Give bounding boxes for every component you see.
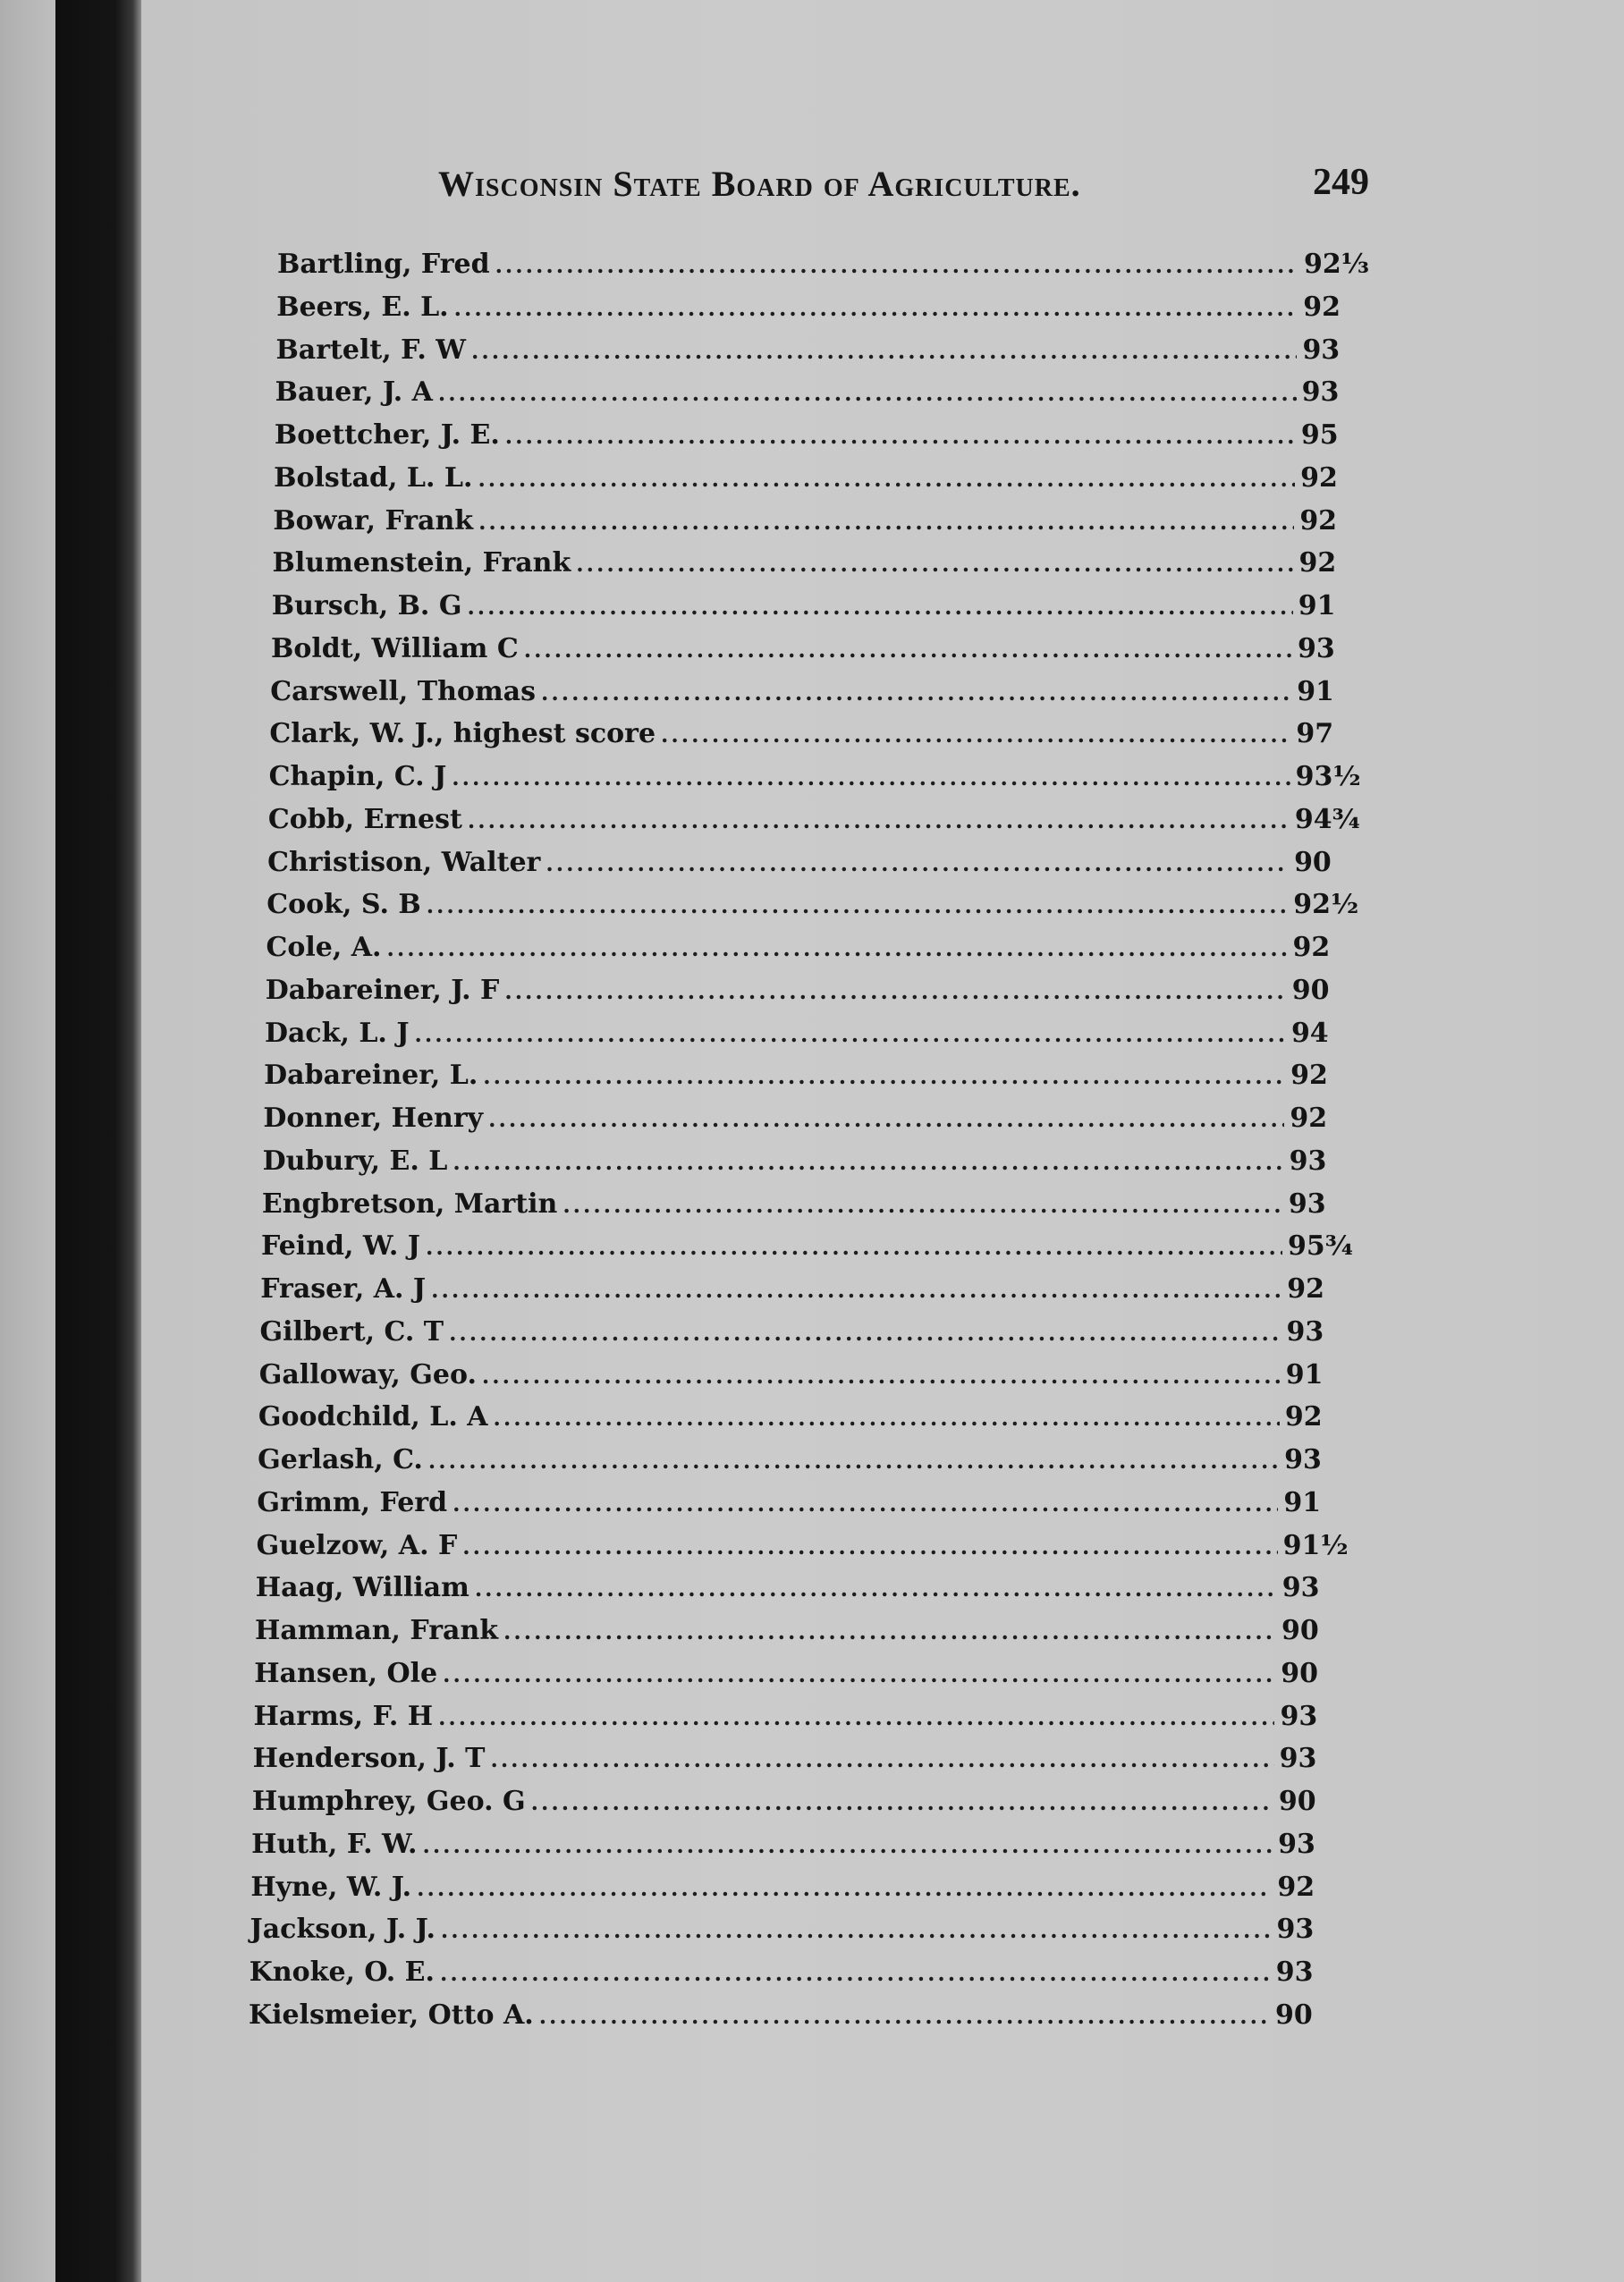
entry-score: 90 <box>1281 1615 1319 1647</box>
dot-leader <box>494 1405 1280 1431</box>
entry-name: Jackson, J. J. <box>250 1914 436 1946</box>
entry-score: 91 <box>1298 590 1336 622</box>
entry-name: Donner, Henry <box>263 1103 484 1135</box>
list-item <box>260 1273 1353 1311</box>
dot-leader <box>524 637 1292 663</box>
entry-name: Beers, E. L. <box>276 291 449 323</box>
entry-name: Bartling, Fred <box>277 249 490 280</box>
entry-score: 93 <box>1302 334 1341 366</box>
list-item <box>255 1615 1348 1652</box>
entry-score: 93 <box>1288 1187 1326 1220</box>
entry-name: Dack, L. J <box>264 1017 410 1049</box>
dot-leader <box>468 807 1290 833</box>
entry-name: Cobb, Ernest <box>267 803 462 835</box>
list-item <box>252 1786 1345 1823</box>
list-item <box>249 1999 1341 2037</box>
list-item <box>271 633 1364 671</box>
dot-leader <box>539 2003 1270 2029</box>
entry-score: 91½ <box>1282 1529 1349 1561</box>
dot-leader <box>440 1960 1271 1986</box>
list-item <box>263 1103 1356 1140</box>
list-item <box>259 1359 1352 1397</box>
dot-leader <box>443 1661 1275 1687</box>
list-item <box>257 1487 1349 1525</box>
entry-score: 90 <box>1281 1657 1318 1689</box>
dot-leader <box>495 252 1298 278</box>
entry-name: Dabareiner, J. F <box>265 974 500 1006</box>
dot-leader <box>386 935 1287 961</box>
entry-score: 93 <box>1281 1572 1320 1604</box>
dot-leader <box>478 509 1294 535</box>
entry-score: 93 <box>1286 1315 1324 1348</box>
list-item <box>250 1872 1343 1909</box>
list-item <box>266 975 1358 1012</box>
list-item <box>272 590 1365 628</box>
entry-name: Hamman, Frank <box>255 1615 499 1647</box>
dot-leader <box>488 1106 1284 1132</box>
list-item <box>264 1060 1357 1097</box>
entry-name: Gilbert, C. T <box>259 1315 444 1348</box>
list-item <box>273 505 1366 543</box>
entry-score: 95¾ <box>1288 1230 1354 1263</box>
entry-name: Bursch, B. G <box>271 590 462 622</box>
entry-score: 93½ <box>1295 761 1361 793</box>
entry-name: Bauer, J. A <box>275 376 433 409</box>
entry-name: Haag, William <box>255 1572 469 1604</box>
list-item <box>269 761 1362 799</box>
dot-leader <box>576 551 1293 577</box>
dot-leader <box>438 1704 1274 1730</box>
entry-name: Bartelt, F. W <box>275 334 466 366</box>
list-item <box>253 1743 1346 1780</box>
dot-leader <box>427 892 1289 918</box>
list-item <box>258 1401 1351 1439</box>
dot-leader <box>562 1192 1283 1218</box>
entry-name: Fraser, A. J <box>260 1273 427 1306</box>
entry-score: 92 <box>1290 1060 1328 1092</box>
entry-score: 91 <box>1285 1358 1324 1390</box>
dot-leader <box>415 1021 1286 1047</box>
entry-score: 92 <box>1277 1871 1315 1903</box>
entry-score: 94 <box>1290 1017 1329 1049</box>
entry-name: Engbretson, Martin <box>261 1187 558 1220</box>
list-item <box>250 1914 1343 1951</box>
dot-leader <box>417 1875 1272 1901</box>
entry-name: Bowar, Frank <box>273 504 474 537</box>
entry-name: Galloway, Geo. <box>258 1358 477 1390</box>
entry-name: Dabareiner, L. <box>264 1060 478 1092</box>
entry-score: 92 <box>1300 461 1338 494</box>
dot-leader <box>431 1277 1281 1303</box>
entry-score: 92 <box>1284 1401 1323 1433</box>
list-item <box>251 1829 1344 1866</box>
list-item <box>275 376 1368 414</box>
entry-score: 94¾ <box>1294 803 1360 835</box>
dot-leader <box>475 1576 1277 1602</box>
entry-score: 93 <box>1284 1444 1322 1476</box>
entry-score: 93 <box>1278 1828 1315 1860</box>
dot-leader <box>462 1534 1277 1559</box>
entry-score: 90 <box>1278 1786 1316 1818</box>
entry-score: 93 <box>1301 376 1340 409</box>
list-item <box>266 889 1359 926</box>
entry-name: Gerlash, C. <box>258 1444 423 1476</box>
entry-score: 91 <box>1283 1486 1322 1518</box>
dot-leader <box>546 850 1289 876</box>
entry-name: Boettcher, J. E. <box>274 419 500 452</box>
entry-name: Cook, S. B <box>266 889 421 921</box>
dot-leader <box>471 338 1297 364</box>
entry-score: 92½ <box>1293 889 1359 921</box>
list-item <box>250 1957 1342 1994</box>
entry-name: Feind, W. J <box>261 1230 420 1263</box>
list-item <box>253 1701 1346 1738</box>
entry-score: 95 <box>1300 419 1339 452</box>
list-item <box>265 1018 1358 1055</box>
entry-score: 92 <box>1287 1273 1325 1306</box>
entry-score: 97 <box>1296 718 1334 750</box>
entry-score: 92⅓ <box>1304 249 1369 280</box>
entry-name: Blumenstein, Frank <box>272 547 571 579</box>
list-item <box>261 1230 1354 1268</box>
entry-name: Grimm, Ferd <box>257 1486 448 1518</box>
list-item <box>254 1658 1347 1695</box>
entry-name: Boldt, William C <box>270 632 519 664</box>
entry-name: Chapin, C. J <box>268 761 447 793</box>
entry-name: Harms, F. H <box>253 1700 434 1732</box>
list-item <box>258 1444 1350 1482</box>
dot-leader <box>428 1448 1279 1474</box>
entry-score: 90 <box>1275 1999 1313 2031</box>
entry-name: Bolstad, L. L. <box>274 461 473 494</box>
dot-leader <box>661 722 1290 748</box>
dot-leader <box>490 1746 1273 1772</box>
list-item <box>276 292 1369 329</box>
list-item <box>262 1188 1355 1226</box>
dot-leader <box>503 1619 1276 1644</box>
entry-name: Hansen, Ole <box>254 1657 438 1689</box>
entry-name: Carswell, Thomas <box>270 675 537 707</box>
entry-name: Kielsmeier, Otto A. <box>249 1999 534 2031</box>
dot-leader <box>441 1917 1272 1943</box>
entry-score: 92 <box>1290 1103 1328 1135</box>
entry-score: 93 <box>1279 1743 1317 1775</box>
entry-score: 93 <box>1289 1145 1327 1177</box>
dot-leader <box>483 1063 1285 1089</box>
list-item <box>257 1530 1349 1568</box>
entry-score: 92 <box>1292 932 1331 964</box>
entry-name: Guelzow, A. F <box>256 1529 458 1561</box>
dot-leader <box>426 1234 1282 1260</box>
dot-leader <box>453 1149 1283 1175</box>
entry-name: Clark, W. J., highest score <box>269 718 656 750</box>
entry-name: Goodchild, L. A <box>258 1401 488 1433</box>
list-item <box>275 334 1368 372</box>
dot-leader <box>454 295 1298 321</box>
list-item <box>270 676 1363 714</box>
entry-score: 91 <box>1297 675 1334 707</box>
dot-leader <box>452 765 1290 790</box>
entry-name: Huth, F. W. <box>251 1828 418 1860</box>
entry-name: Dubury, E. L <box>262 1145 448 1177</box>
entry-name: Cole, A. <box>266 932 382 964</box>
entry-name: Knoke, O. E. <box>249 1957 435 1989</box>
dot-leader <box>453 1491 1278 1517</box>
list-item <box>274 462 1366 500</box>
list-item <box>273 547 1366 585</box>
dot-leader <box>478 466 1295 492</box>
list-item <box>275 419 1367 457</box>
entry-name: Henderson, J. T <box>252 1743 486 1775</box>
entry-score: 92 <box>1299 504 1338 537</box>
entry-score: 92 <box>1303 291 1341 323</box>
list-item <box>267 847 1360 884</box>
entry-score: 92 <box>1298 547 1337 579</box>
list-item <box>277 249 1370 286</box>
dot-leader <box>438 380 1297 406</box>
entry-score: 93 <box>1275 1957 1314 1989</box>
dot-leader <box>505 423 1296 449</box>
dot-leader <box>504 978 1286 1004</box>
entry-score: 93 <box>1280 1700 1318 1732</box>
dot-leader <box>482 1363 1281 1389</box>
list-item <box>269 718 1362 756</box>
entry-score: 90 <box>1291 974 1330 1006</box>
list-item <box>268 804 1361 841</box>
list-item <box>263 1145 1356 1183</box>
page-number: 249 <box>1313 162 1369 203</box>
list-item <box>259 1316 1352 1354</box>
dot-leader <box>422 1832 1273 1858</box>
entry-score: 93 <box>1297 632 1335 664</box>
dot-leader <box>531 1789 1273 1815</box>
entry-score: 90 <box>1294 846 1332 878</box>
entry-name: Hyne, W. J. <box>250 1871 412 1903</box>
entry-name: Christison, Walter <box>267 846 541 878</box>
list-item <box>256 1572 1349 1610</box>
dot-leader <box>467 594 1292 620</box>
entry-score: 93 <box>1276 1914 1315 1946</box>
dot-leader <box>541 680 1291 706</box>
running-head: Wisconsin State Board of Agriculture. <box>438 164 1081 204</box>
list-item <box>266 932 1359 969</box>
dot-leader <box>449 1320 1281 1346</box>
entry-name: Humphrey, Geo. G <box>251 1786 526 1818</box>
